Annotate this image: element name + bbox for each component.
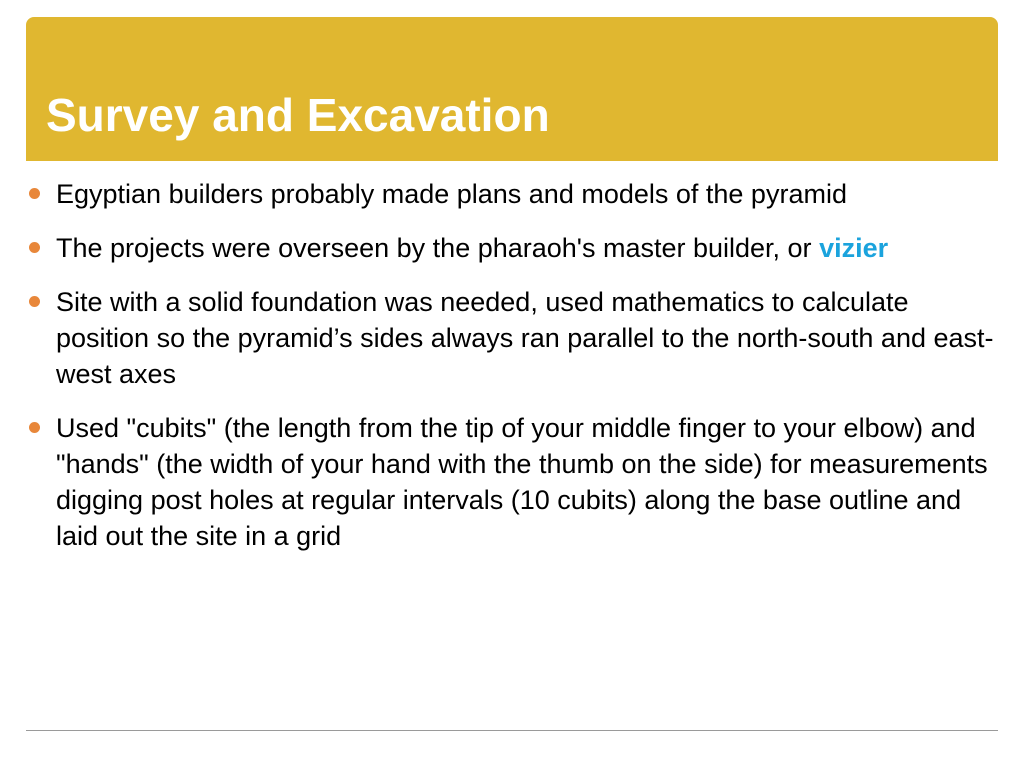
bullet-item	[56, 230, 1006, 266]
highlighted-term: vizier	[819, 233, 889, 263]
bullet-text: Used "cubits" (the length from the tip of your middle finger to your elbow) and "hands" (the width of your hand with the thumb on the side) for measurements digging post holes at regular intervals (10 cubits) along the base outline and laid out the site in a grid	[56, 413, 988, 551]
bullet-text: Site with a solid foundation was needed, used mathematics to calculate position so the pyramid’s sides always ran parallel to the north-south and east-west axes	[56, 287, 994, 389]
bullet-marker-icon	[29, 296, 40, 307]
slide-title: Survey and Excavation	[46, 89, 550, 141]
bottom-divider	[26, 730, 998, 731]
bullet-text: Egyptian builders probably made plans and models of the pyramid	[56, 179, 847, 209]
bullet-item	[56, 284, 1006, 392]
bullet-item	[56, 410, 1006, 554]
bullet-marker-icon	[29, 422, 40, 433]
bullet-list	[56, 176, 1006, 572]
bullet-item	[56, 176, 1006, 212]
bullet-marker-icon	[29, 242, 40, 253]
bullet-text: The projects were overseen by the pharaoh's master builder, or	[56, 233, 820, 263]
bullet-marker-icon	[29, 188, 40, 199]
title-band	[26, 17, 998, 161]
